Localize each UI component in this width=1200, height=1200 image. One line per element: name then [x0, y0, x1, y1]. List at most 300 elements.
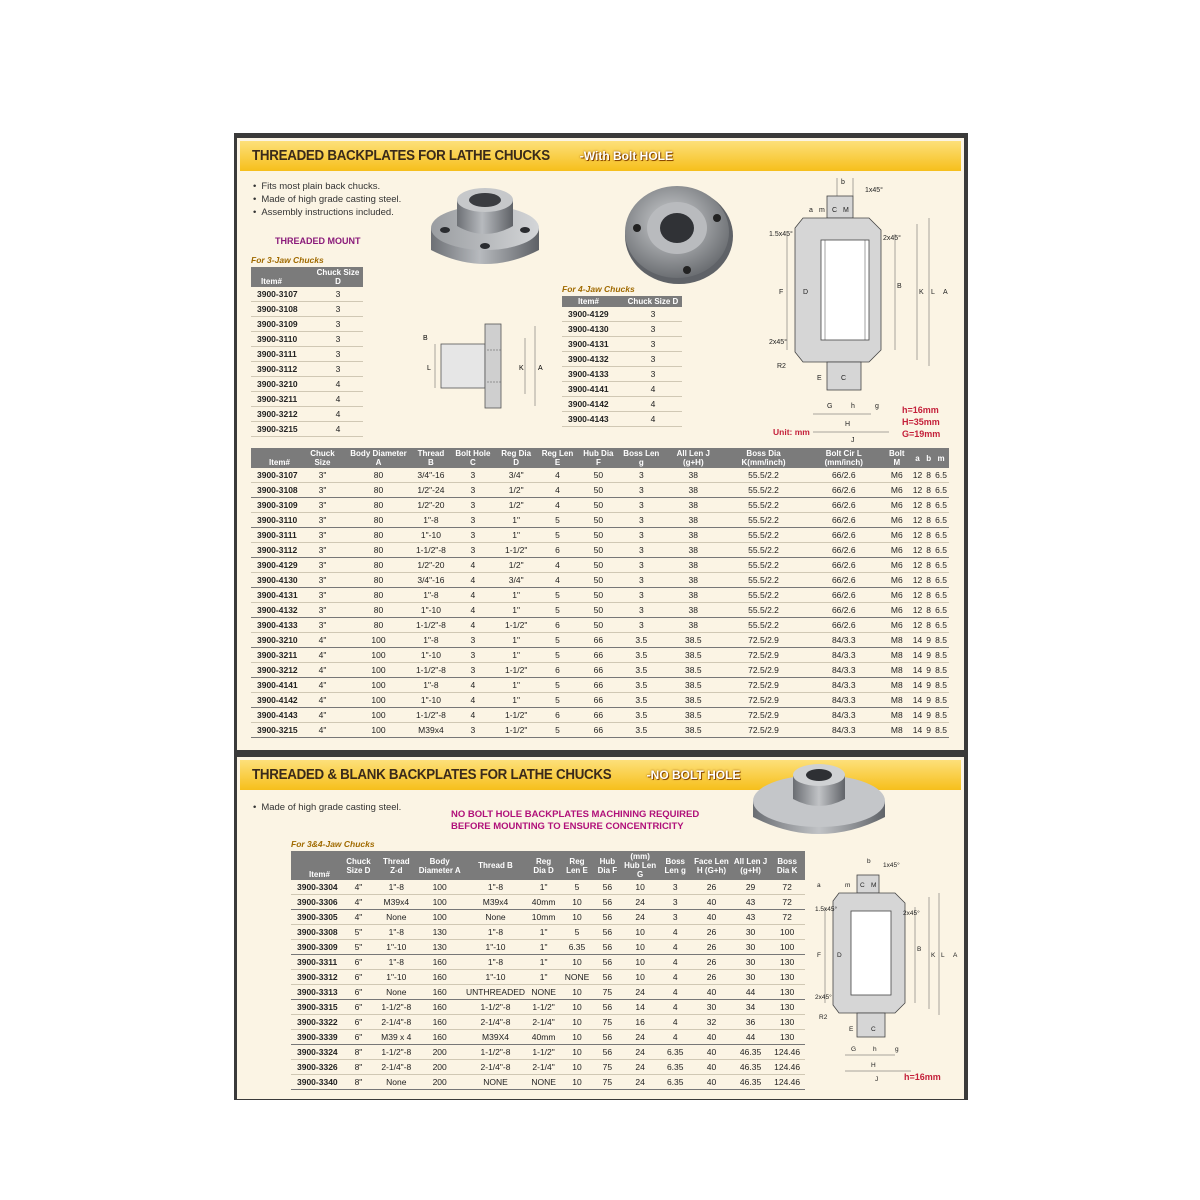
table-cell: 66/2.6	[805, 543, 883, 558]
table-cell: 1-1/2"	[496, 543, 537, 558]
table-cell: 4"	[300, 663, 346, 678]
table-cell: 4	[659, 1030, 691, 1045]
table-row	[251, 693, 949, 708]
table-cell: 38	[664, 468, 722, 483]
table-row	[251, 287, 363, 302]
table-cell: 3	[450, 513, 496, 528]
diag1-A: A	[943, 289, 948, 296]
table-cell: 100	[415, 880, 464, 895]
table-cell: 3"	[300, 543, 346, 558]
table-cell: 40	[691, 1075, 732, 1090]
table-cell: 5	[537, 528, 579, 543]
table-cell: 3	[313, 362, 363, 377]
table-cell: 3900-3215	[251, 422, 313, 437]
table-cell: 3	[313, 287, 363, 302]
table-cell: 72.5/2.9	[722, 663, 804, 678]
table-cell: 50	[578, 543, 618, 558]
table-cell: 55.5/2.2	[722, 513, 804, 528]
table-cell: 3900-4129	[251, 558, 300, 573]
three-jaw-heading: For 3-Jaw Chucks	[251, 255, 324, 265]
table-cell: 3"	[300, 498, 346, 513]
table-cell: 5	[537, 648, 579, 663]
table-cell: 6.5	[933, 558, 949, 573]
table-cell: 4	[624, 412, 682, 427]
table-cell: NONE	[560, 970, 594, 985]
table-cell: 4	[659, 1015, 691, 1030]
table-cell: 84/3.3	[805, 678, 883, 693]
table-cell: 80	[345, 573, 411, 588]
diag2-J: J	[875, 1076, 879, 1083]
table-cell: 4	[537, 468, 579, 483]
table-cell: 124.46	[769, 1060, 805, 1075]
table-cell: 9	[924, 633, 933, 648]
table-cell: 6.5	[933, 483, 949, 498]
table-cell: 80	[345, 513, 411, 528]
diag1-H: H	[845, 421, 851, 428]
table-cell: 100	[415, 895, 464, 910]
table-cell: 8.5	[933, 693, 949, 708]
table-cell: 29	[732, 880, 769, 895]
table-cell: 1-1/2"-8	[412, 618, 450, 633]
h-note: H=35mm	[902, 417, 940, 427]
column-header: a	[911, 448, 924, 468]
table-cell: 72.5/2.9	[722, 633, 804, 648]
table-cell: 44	[732, 1030, 769, 1045]
table-row	[251, 302, 363, 317]
table-row	[251, 603, 949, 618]
table-cell: 40	[691, 1030, 732, 1045]
table-cell: 56	[594, 1000, 621, 1015]
table-cell: 5	[537, 693, 579, 708]
table-cell: 3	[450, 723, 496, 738]
table-cell: 8	[924, 588, 933, 603]
table-cell: 50	[578, 513, 618, 528]
table-cell: 4	[313, 392, 363, 407]
table-cell: 3900-4141	[251, 678, 300, 693]
section1-title: THREADED BACKPLATES FOR LATHE CHUCKS	[252, 148, 550, 164]
diag1-E: E	[817, 375, 822, 382]
table-cell: 200	[415, 1045, 464, 1060]
bullet: • Made of high grade casting steel.	[253, 801, 401, 814]
table-cell: 1"	[496, 678, 537, 693]
table-cell: 3.5	[618, 693, 664, 708]
table-cell: M39 x 4	[377, 1030, 415, 1045]
table-cell: 1"-8	[412, 678, 450, 693]
table-cell: M6	[883, 483, 911, 498]
table-cell: 38	[664, 573, 722, 588]
table-cell: 3/4"-16	[412, 573, 450, 588]
table-cell: 3900-4141	[562, 382, 624, 397]
table-row	[251, 468, 949, 483]
table-cell: 100	[345, 633, 411, 648]
side-label-a: A	[538, 365, 543, 372]
table-row	[251, 392, 363, 407]
four-jaw-heading: For 4-Jaw Chucks	[562, 284, 635, 294]
table-cell: 1"-8	[412, 513, 450, 528]
table-cell: 38	[664, 543, 722, 558]
table-cell: 38.5	[664, 678, 722, 693]
table-cell: 5"	[340, 940, 378, 955]
table-cell: 6.5	[933, 498, 949, 513]
table-cell: 24	[621, 895, 659, 910]
table-cell: 56	[594, 955, 621, 970]
table-cell: 4	[450, 588, 496, 603]
table-cell: 10	[621, 925, 659, 940]
table-cell: 160	[415, 985, 464, 1000]
diag2-R2: R2	[819, 1014, 828, 1021]
table-row	[251, 648, 949, 663]
table-row	[251, 708, 949, 723]
table-cell: 38.5	[664, 723, 722, 738]
table-row	[562, 307, 682, 322]
table-row	[251, 332, 363, 347]
table-cell: 50	[578, 558, 618, 573]
section-no-bolt-hole	[237, 757, 964, 1099]
table-cell: 3900-4131	[251, 588, 300, 603]
table-row	[562, 382, 682, 397]
table-cell: 6	[537, 618, 579, 633]
table-row	[251, 317, 363, 332]
table-cell: NONE	[527, 985, 560, 1000]
table-cell: 80	[345, 498, 411, 513]
table-cell: 38	[664, 558, 722, 573]
table-cell: 130	[769, 970, 805, 985]
table-cell: 10	[621, 880, 659, 895]
backplate-photo-front	[623, 182, 735, 286]
table-cell: 8"	[340, 1075, 378, 1090]
table-cell: 8"	[340, 1060, 378, 1075]
table-cell: 66/2.6	[805, 513, 883, 528]
table-cell: 72	[769, 895, 805, 910]
table-row	[562, 367, 682, 382]
table-cell: 6.5	[933, 468, 949, 483]
bullet: • Made of high grade casting steel.	[253, 193, 401, 206]
table-cell: 12	[911, 558, 924, 573]
table-row	[562, 337, 682, 352]
table-cell: 4	[313, 407, 363, 422]
table-row	[291, 1015, 805, 1030]
diag1-D: D	[803, 289, 809, 296]
table-row	[251, 407, 363, 422]
table-cell: 50	[578, 588, 618, 603]
table-cell: 3	[618, 483, 664, 498]
table-cell: 8	[924, 558, 933, 573]
table-cell: 1/2"	[496, 498, 537, 513]
table-cell: 10	[560, 1060, 594, 1075]
table-cell: 2-1/4"-8	[377, 1060, 415, 1075]
table-cell: 8	[924, 468, 933, 483]
diag1-C2: C	[841, 375, 847, 382]
table-cell: 3900-3108	[251, 302, 313, 317]
table-cell: 3900-3111	[251, 528, 300, 543]
table-cell: 55.5/2.2	[722, 543, 804, 558]
table-row	[251, 377, 363, 392]
table-cell: 100	[345, 708, 411, 723]
table-cell: 4	[450, 558, 496, 573]
table-cell: 12	[911, 483, 924, 498]
table-cell: M8	[883, 708, 911, 723]
diag1-b: b	[841, 179, 845, 186]
diag2-E: E	[849, 1026, 854, 1033]
table-cell: 10	[621, 940, 659, 955]
table-cell: 12	[911, 573, 924, 588]
table-cell: 8.5	[933, 708, 949, 723]
table-cell: 3900-3112	[251, 543, 300, 558]
table-cell: M6	[883, 468, 911, 483]
table-cell: 3900-4142	[251, 693, 300, 708]
table-cell: 4	[537, 573, 579, 588]
table-cell: 3900-3312	[291, 970, 340, 985]
table-cell: 72.5/2.9	[722, 708, 804, 723]
column-header: Boss Len g	[618, 448, 664, 468]
table-cell: 4	[450, 618, 496, 633]
table-cell: 4	[450, 603, 496, 618]
table-cell: M6	[883, 573, 911, 588]
table-cell: 2-1/4"	[527, 1015, 560, 1030]
column-header: Thread B	[412, 448, 450, 468]
column-header: Item#	[291, 851, 340, 880]
table-row	[562, 412, 682, 427]
table-cell: 14	[911, 633, 924, 648]
column-header: Body Diameter A	[415, 851, 464, 880]
table-cell: 38.5	[664, 648, 722, 663]
table-cell: 55.5/2.2	[722, 603, 804, 618]
table-cell: 2-1/4"-8	[464, 1015, 527, 1030]
table-row	[251, 513, 949, 528]
table-cell: M39x4	[377, 895, 415, 910]
table-cell: 1-1/2"	[496, 723, 537, 738]
table-cell: 1"-10	[377, 970, 415, 985]
table-cell: 3"	[300, 573, 346, 588]
table-cell: 4"	[300, 723, 346, 738]
diag1-h: h	[851, 403, 855, 410]
table-cell: 3	[618, 528, 664, 543]
table-cell: 10	[560, 1045, 594, 1060]
diag2-C2: C	[871, 1026, 876, 1033]
column-header: Bolt Cir L (mm/inch)	[805, 448, 883, 468]
section1-bullets	[253, 180, 401, 219]
table-cell: 38	[664, 483, 722, 498]
table-cell: 8	[924, 618, 933, 633]
table-cell: 3900-3306	[291, 895, 340, 910]
table-cell: 4"	[300, 693, 346, 708]
column-header: Hub Dia F	[594, 851, 621, 880]
diag2-M: M	[871, 882, 877, 889]
table-cell: 130	[769, 1030, 805, 1045]
table-row	[251, 528, 949, 543]
table-cell: 5	[560, 880, 594, 895]
table-cell: 66	[578, 723, 618, 738]
table-cell: 38.5	[664, 693, 722, 708]
table-cell: 200	[415, 1060, 464, 1075]
table-cell: 40	[691, 985, 732, 1000]
table-cell: M8	[883, 723, 911, 738]
table-cell: 1-1/2"-8	[412, 663, 450, 678]
table-cell: 100	[345, 678, 411, 693]
table-cell: None	[377, 1075, 415, 1090]
diag1-m: m	[819, 207, 825, 214]
table-cell: 2-1/4"-8	[377, 1015, 415, 1030]
diag1-g: g	[875, 403, 879, 410]
table-cell: 1"-10	[377, 940, 415, 955]
table-cell: 4	[659, 955, 691, 970]
table-row	[251, 573, 949, 588]
table-cell: 3	[450, 633, 496, 648]
table-cell: 24	[621, 985, 659, 1000]
table-row	[251, 633, 949, 648]
column-header: Bolt M	[883, 448, 911, 468]
table-cell: 66	[578, 693, 618, 708]
table-cell: 66	[578, 708, 618, 723]
table-cell: 84/3.3	[805, 633, 883, 648]
table-cell: 1"-8	[464, 955, 527, 970]
table-cell: 16	[621, 1015, 659, 1030]
diag2-G: G	[851, 1046, 857, 1053]
table-cell: 5"	[340, 925, 378, 940]
table-cell: M6	[883, 528, 911, 543]
table-cell: 1"-8	[377, 955, 415, 970]
table-cell: 66/2.6	[805, 528, 883, 543]
table-cell: 38	[664, 513, 722, 528]
table-cell: 3900-3211	[251, 648, 300, 663]
table-row	[562, 397, 682, 412]
column-header: Boss Len g	[659, 851, 691, 880]
table-cell: 4	[450, 573, 496, 588]
table-cell: 4"	[300, 633, 346, 648]
table-cell: 14	[621, 1000, 659, 1015]
table-cell: 4"	[300, 708, 346, 723]
table-cell: 24	[621, 910, 659, 925]
side-label-l: L	[427, 365, 431, 372]
table-cell: 6"	[340, 1030, 378, 1045]
warning-line: BEFORE MOUNTING TO ENSURE CONCENTRICITY	[451, 821, 684, 832]
table-cell: 43	[732, 895, 769, 910]
bullet: • Assembly instructions included.	[253, 206, 401, 219]
table-cell: 3	[624, 337, 682, 352]
table-cell: 3900-4130	[251, 573, 300, 588]
table-cell: 66/2.6	[805, 468, 883, 483]
h-note-2: h=16mm	[904, 1072, 941, 1082]
table-cell: 1-1/2"	[527, 1000, 560, 1015]
table-cell: 12	[911, 513, 924, 528]
table-cell: 130	[769, 955, 805, 970]
table-cell: 8	[924, 528, 933, 543]
table-cell: 55.5/2.2	[722, 483, 804, 498]
table-cell: 1"-8	[464, 925, 527, 940]
table-cell: 12	[911, 603, 924, 618]
table-row	[251, 663, 949, 678]
side-profile-diagram	[417, 316, 557, 416]
table-cell: 84/3.3	[805, 708, 883, 723]
table-cell: 3900-3340	[291, 1075, 340, 1090]
table-cell: 3900-3304	[291, 880, 340, 895]
table-cell: 5	[537, 633, 579, 648]
table-cell: 72	[769, 910, 805, 925]
table-cell: 3900-3112	[251, 362, 313, 377]
table-row	[562, 352, 682, 367]
table-cell: 100	[415, 910, 464, 925]
table-cell: 1"	[496, 603, 537, 618]
table-cell: 3.5	[618, 633, 664, 648]
table-cell: 6.35	[659, 1045, 691, 1060]
table-row	[291, 925, 805, 940]
table-cell: 1"	[527, 955, 560, 970]
table-cell: None	[464, 910, 527, 925]
table-cell: 3900-4143	[251, 708, 300, 723]
table-cell: 46.35	[732, 1060, 769, 1075]
table-cell: 3/4"-16	[412, 468, 450, 483]
table-cell: M8	[883, 663, 911, 678]
table-cell: 3	[618, 543, 664, 558]
table-cell: 80	[345, 558, 411, 573]
table-cell: 3"	[300, 468, 346, 483]
table-row	[291, 895, 805, 910]
table-cell: 3900-3108	[251, 483, 300, 498]
table-cell: 3"	[300, 588, 346, 603]
table-cell: 3/4"	[496, 573, 537, 588]
table-cell: 3900-3309	[291, 940, 340, 955]
table-cell: 24	[621, 1045, 659, 1060]
column-header: Boss Dia K	[769, 851, 805, 880]
table-cell: 40	[691, 895, 732, 910]
table-cell: 1"	[496, 648, 537, 663]
table-cell: 4	[624, 382, 682, 397]
table-cell: 4	[313, 377, 363, 392]
table-cell: 1"	[496, 528, 537, 543]
section2-bullets	[253, 801, 401, 814]
table-cell: 3900-3326	[291, 1060, 340, 1075]
table-cell: 8	[924, 483, 933, 498]
table-cell: 1"-10	[412, 603, 450, 618]
diag2-c: C	[860, 882, 865, 889]
table-cell: 66/2.6	[805, 558, 883, 573]
table-cell: 1"-8	[377, 880, 415, 895]
column-header: m	[933, 448, 949, 468]
table-cell: 160	[415, 1000, 464, 1015]
table-cell: 8	[924, 603, 933, 618]
table-row	[291, 955, 805, 970]
table-row	[291, 1000, 805, 1015]
table-cell: 80	[345, 588, 411, 603]
table-cell: 1"	[496, 633, 537, 648]
table-cell: 3900-3212	[251, 663, 300, 678]
table-cell: 8.5	[933, 633, 949, 648]
column-header: Bolt Hole C	[450, 448, 496, 468]
table-cell: 1/2"-20	[412, 558, 450, 573]
table-cell: 38	[664, 528, 722, 543]
table-cell: 1"-8	[412, 633, 450, 648]
table-row	[251, 483, 949, 498]
table-row	[251, 678, 949, 693]
table-cell: 24	[621, 1030, 659, 1045]
table-cell: M39X4	[464, 1030, 527, 1045]
table-cell: 2-1/4"-8	[464, 1060, 527, 1075]
table-cell: 8.5	[933, 723, 949, 738]
table-cell: 3"	[300, 513, 346, 528]
column-header: Chuck Size D	[340, 851, 378, 880]
table-cell: 12	[911, 618, 924, 633]
table-cell: 30	[732, 970, 769, 985]
section-with-bolt-hole	[237, 138, 964, 750]
table-cell: 3900-3313	[291, 985, 340, 1000]
table-cell: 66	[578, 678, 618, 693]
table-cell: 50	[578, 468, 618, 483]
table-cell: 9	[924, 648, 933, 663]
table-cell: 4	[659, 940, 691, 955]
table-cell: 6.35	[659, 1060, 691, 1075]
table-cell: 3	[618, 603, 664, 618]
table-cell: 12	[911, 543, 924, 558]
